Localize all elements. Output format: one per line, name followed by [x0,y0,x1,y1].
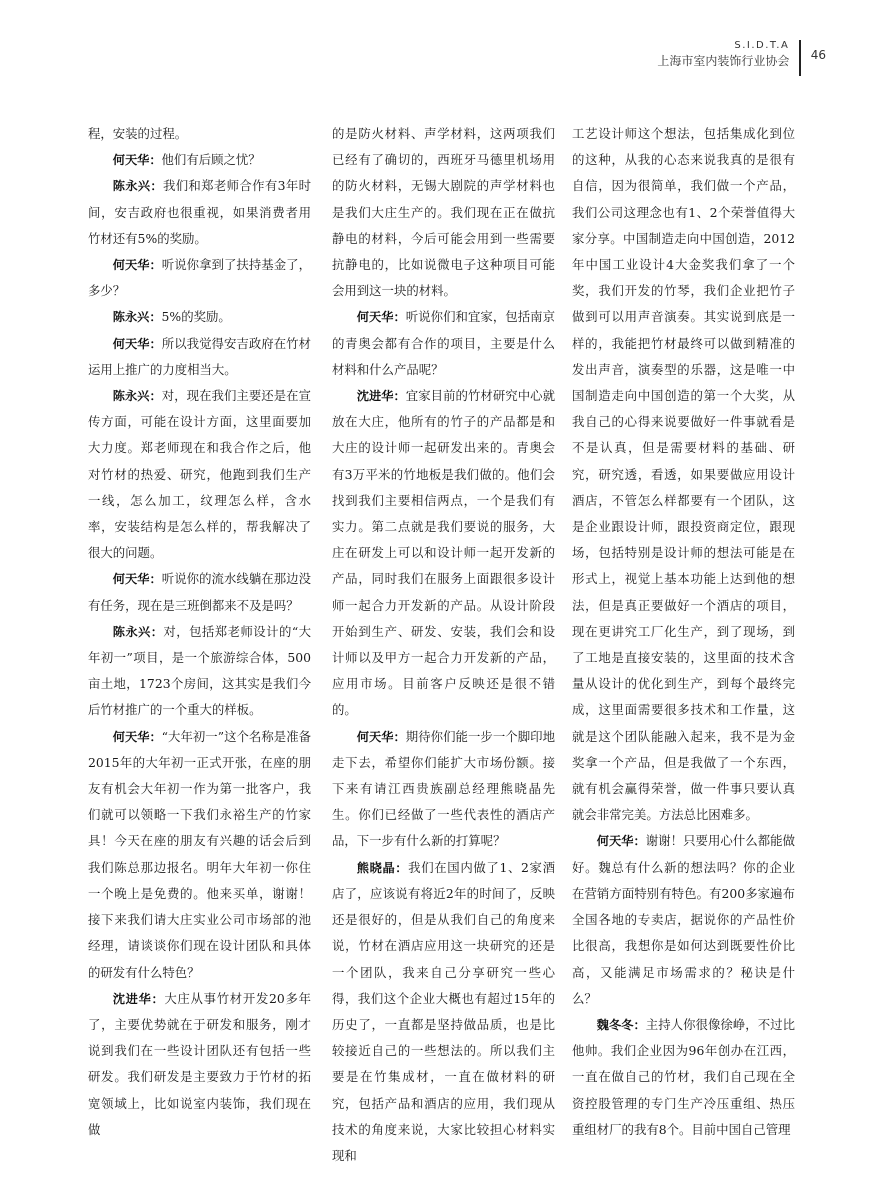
paragraph-text: 他们有后顾之忧？ [161,152,261,168]
speaker-name: 何天华： [356,310,406,325]
paragraph [332,383,555,724]
speaker-name: 魏冬冬： [596,1017,646,1032]
text-column-1 [88,121,311,1141]
paragraph-text: 听说你们和宜家，包括南京的青奥会都有合作的项目，主要是什么材料和什么产品呢？ [332,309,556,377]
paragraph [88,619,311,724]
paragraph [332,855,555,1169]
paragraph [88,986,311,1143]
speaker-name: 熊晓晶： [356,860,409,875]
paragraph [88,566,311,618]
paragraph-text: 听说你拿到了扶持基金了，多少？ [88,257,312,299]
paragraph-text: 的是防火材料、声学材料，这两项我们已经有了确切的，西班牙马德里机场用的防火材料，无锡大剧院的声学材料也是我们大庄生产的。我们现在正在做抗静电的材料，今后可能会用到一些需要抗静电的，比如说微电子这种项目可能会用到这一块的材料。 [332,126,555,299]
page-number: 46 [810,48,826,62]
text-column-3 [572,121,795,1141]
publisher-block [657,40,789,69]
speaker-name: 何天华： [112,336,162,351]
paragraph-text: 所以我觉得安吉政府在竹材运用上推广的力度相当大。 [88,335,312,377]
paragraph [332,121,555,304]
paragraph-text: 宜家目前的竹材研究中心就放在大庄，他所有的竹子的产品都是和大庄的设计师一起研发出来的。青奥会有3万平米的竹地板是我们做的。他们会找到我们主要相信两点，一个是我们有实力。第二点就是我们要说的服务，大庄在研发上可以和设计师一起开发新的产品，同时我们在服务上面跟很多设计师一起合力开发新的产品。从设计阶段开始到生产、研发、安装，我们会和设计师以及甲方一起合力开发新的产品，应用市场。目前客户反映还是很不错的。 [332,388,556,718]
header-divider [799,40,800,76]
speaker-name: 沈进华： [356,389,406,404]
paragraph-text: 谢谢！只要用心什么都能做好。魏总有什么新的想法吗？你的企业在营销方面特别有特色。有200多家遍布全国各地的专卖店，据说你的产品性价比很高，我想你是如何达到既要性价比高，又能满足市场需求的？秘诀是什么？ [572,833,796,1006]
paragraph [572,121,795,828]
paragraph [332,724,555,855]
paragraph [332,304,555,383]
paragraph-text: 对，现在我们主要还是在宣传方面，可能在设计方面，这里面要加大力度。郑老师现在和我合作之后，他对竹材的热爱、研究，他跑到我们生产一线，怎么加工，纹理怎么样，含水率，安装结构是怎么样的，帮我解决了很大的问题。 [88,388,312,561]
paragraph [88,724,311,986]
paragraph [572,828,795,1011]
paragraph-text: “大年初一”这个名称是准备2015年的大年初一正式开张，在座的朋友有机会大年初一作为第一批客户，我们就可以领略一下我们永裕生产的竹家具！今天在座的朋友有兴趣的话会后到我们陈总那边报名。明年大年初一你住一个晚上是免费的。他来买单，谢谢！接下来我们请大庄实业公司市场部的池经理，请谈谈你们现在设计团队和具体的研发有什么特色？ [88,728,312,980]
paragraph [88,252,311,304]
page-header [657,40,826,80]
org-abbreviation: S.I.D.T.A [734,40,790,51]
paragraph-text: 我们和郑老师合作有3年时间，安吉政府也很重视，如果消费者用竹材还有5%的奖励。 [88,178,311,246]
paragraph [572,1012,795,1143]
speaker-name: 陈永兴： [112,624,164,639]
paragraph [88,147,311,173]
paragraph-text: 5%的奖励。 [161,309,231,325]
paragraph [88,383,311,566]
paragraph-text: 程，安装的过程。 [88,126,188,141]
speaker-name: 何天华： [356,729,406,744]
paragraph-text: 期待你们能一步一个脚印地走下去，希望你们能扩大市场份额。接下来有请江西贵族副总经理熊晓晶先生。你们已经做了一些代表性的酒店产品，下一步有什么新的打算呢？ [332,728,556,849]
org-name: 上海市室内装饰行业协会 [657,54,790,68]
paragraph [88,331,311,383]
speaker-name: 陈永兴： [112,389,162,404]
speaker-name: 何天华： [112,258,162,273]
paragraph-text: 大庄从事竹材开发20多年了，主要优势就在于研发和服务，刚才说到我们在一些设计团队还有包括一些研发。我们研发是主要致力于竹材的拓宽领域上，比如说室内装饰，我们现在做 [88,990,311,1137]
paragraph [88,173,311,252]
speaker-name: 何天华： [112,153,162,168]
text-column-2 [332,121,556,1163]
speaker-name: 何天华： [112,729,162,744]
speaker-name: 何天华： [112,572,162,587]
paragraph-text: 我们在国内做了1、2家酒店了，应该说有将近2年的时间了，反映还是很好的，但是从我们自己的角度来说，竹材在酒店应用这一块研究的还是一个团队，我来自己分享研究一些心得，我们这个企业大概也有超过15年的历史了，一直都是坚持做品质，也是比较接近自己的一些想法的。所以我们主要是在竹集成材，一直在做材料的研究，包括产品和酒店的应用，我们现从技术的角度来说，大家比较担心材料实现和 [332,859,555,1163]
speaker-name: 陈永兴： [112,310,162,325]
paragraph-text: 主持人你很像徐峥，不过比他帅。我们企业因为96年创办在江西，一直在做自己的竹材，我们自己现在全资控股管理的专门生产冷压重组、热压重组材厂的我有8个。目前中国自己管理 [572,1016,796,1137]
speaker-name: 陈永兴： [112,179,163,194]
paragraph-text: 听说你的流水线躺在那边没有任务，现在是三班倒都来不及是吗？ [88,571,312,613]
paragraph [88,304,311,330]
paragraph-text: 工艺设计师这个想法，包括集成化到位的这种，从我的心态来说我真的是很有自信，因为很简单，我们做一个产品，我们公司这理念也有1、2个荣誉值得大家分享。中国制造走向中国创造，2012年中国工业设计4大金奖我们拿了一个奖，我们开发的竹琴，我们企业把竹子做到可以用声音演奏。其实说到底是一样的，我能把竹材最终可以做到精准的发出声音，演奏型的乐器，这是唯一中国制造走向中国创造的第一个大奖，从我自己的心得来说要做好一件事就看是不是认真，但是需要材料的基础、研究，研究透，看透，如果要做应用设计酒店，不管怎么样都要有一个团队，这是企业跟设计师，跟投资商定位，跟现场，包括特别是设计师的想法可能是在形式上，视觉上基本功能上达到他的想法，但是真正要做好一个酒店的项目，现在更讲究工厂化生产，到了现场，到了工地是直接安装的，这里面的技术含量从设计的优化到生产，到每个最终完成，这里面需要很多技术和工作量，这就是这个团队能融入起来，我不是为金奖拿一个产品，但是我做了一个东西，就有机会赢得荣誉，做一件事只要认真就会非常完美。方法总比困难多。 [572,126,795,823]
paragraph-text: 对，包括郑老师设计的“大年初一”项目，是一个旅游综合体，500亩土地，1723个房间，这其实是我们今后竹材推广的一个重大的样板。 [88,623,312,718]
paragraph [88,121,311,147]
speaker-name: 何天华： [596,834,646,849]
speaker-name: 沈进华： [112,991,165,1006]
